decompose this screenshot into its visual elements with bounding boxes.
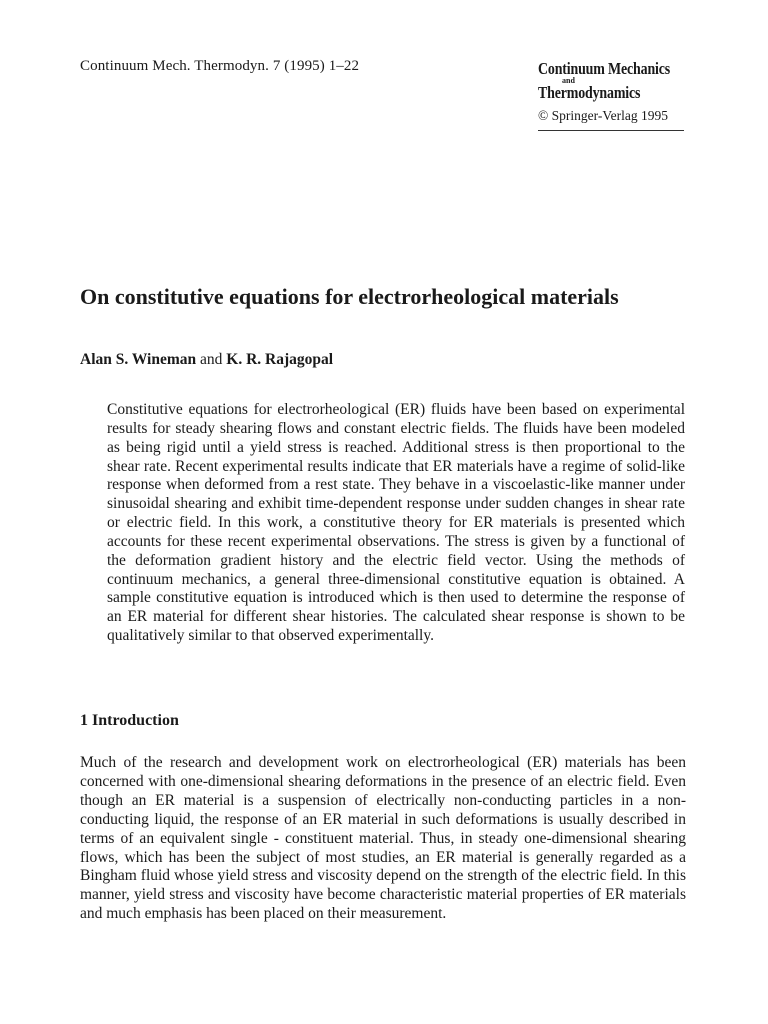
author-line — [80, 351, 333, 369]
journal-logo-block — [538, 60, 686, 131]
article-title: On constitutive equations for electrorheological materials — [80, 284, 619, 309]
body-paragraph: Much of the research and development work on electrorheological (ER) materials has been concerned with one-dimensional shearing deformations in the presence of an electric field. Even though an ER material is a suspension of electrically non-conducting particles in a non-conducting liquid, the response of an ER material in such deformations is usually described in terms of an equivalent single - constituent material. Thus, in steady one-dimensional shearing flows, which has been the subject of most studies, an ER material is generally regarded as a Bingham fluid whose yield stress and viscosity depend on the strength of the electric field. In this manner, yield stress and viscosity have become characteristic material properties of ER materials and much emphasis has been placed on their measurement. — [80, 754, 686, 923]
section-heading: 1 Introduction — [80, 712, 179, 729]
author-name: Alan S. Wineman — [80, 351, 197, 368]
copyright-notice: © Springer-Verlag 1995 — [538, 108, 684, 131]
journal-name-line1: Continuum Mechanics — [538, 59, 671, 78]
journal-name-line2: Thermodynamics — [538, 83, 641, 102]
journal-citation: Continuum Mech. Thermodyn. 7 (1995) 1–22 — [80, 58, 360, 74]
abstract: Constitutive equations for electrorheological (ER) fluids have been based on experimental results for steady shearing flows and constant electric fields. The fluids have been modeled as being rigid until a yield stress is reached. Additional stress is then proportional to the shear rate. Recent experimental results indicate that ER materials have a regime of solid-like response when deformed from a rest state. They behave in a viscoelastic-like manner under sinusoidal shearing and exhibit time-dependent response under sudden changes in shear rate or electric field. In this work, a constitutive theory for ER materials is presented which accounts for these recent experimental observations. The stress is given by a functional of the deformation gradient history and the electric field vector. Using the methods of continuum mechanics, a general three-dimensional constitutive equation is obtained. A sample constitutive equation is introduced which is then used to determine the response of an ER material for different shear histories. The calculated shear response is shown to be qualitatively similar to that observed experimentally. — [107, 401, 685, 645]
journal-name-and: and — [562, 76, 575, 85]
author-separator: and — [200, 351, 223, 368]
author-name: K. R. Rajagopal — [226, 351, 334, 368]
